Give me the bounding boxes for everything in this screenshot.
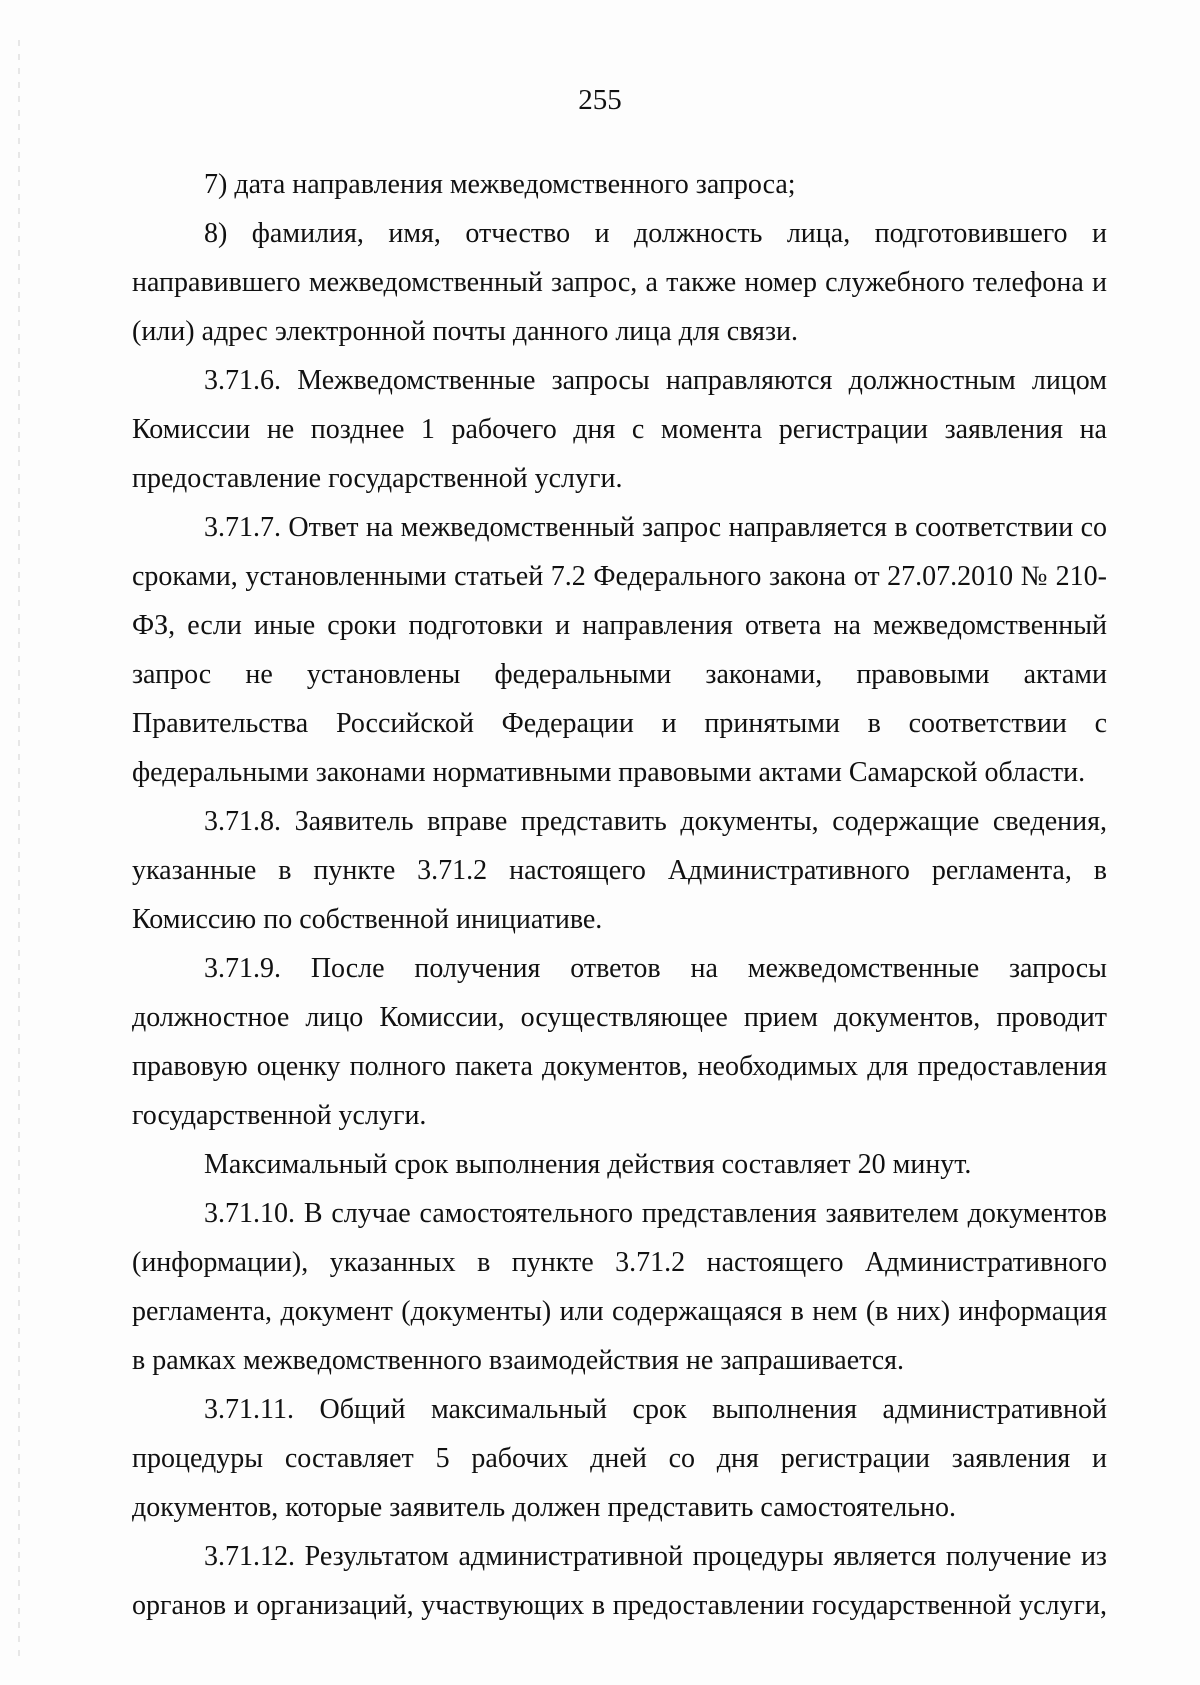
paragraph-item-8: 8) фамилия, имя, отчество и должность лица, подготовившего и направившего межведомственный запрос, а также номер служебного телефона и (или) адрес электронной почты данного лица для связи. xyxy=(132,218,1107,347)
paragraph-item-7: 7) дата направления межведомственного запроса; xyxy=(204,169,796,200)
paragraph-3-71-11: 3.71.11. Общий максимальный срок выполнения административной процедуры составляет 5 рабочих дней со дня регистрации заявления и документов, которые заявитель должен представить самостоятельно. xyxy=(132,1394,1107,1523)
paragraph-3-71-10: 3.71.10. В случае самостоятельного представления заявителем документов (информации), указанных в пункте 3.71.2 настоящего Административного регламента, документ (документы) или содержащаяся в нем (в них) информация в рамках межведомственного взаимодействия не запрашивается. xyxy=(132,1198,1107,1376)
paragraph-3-71-9: 3.71.9. После получения ответов на межведомственные запросы должностное лицо Комиссии, осуществляющее прием документов, проводит правовую оценку полного пакета документов, необходимых для предоставления государственной услуги. xyxy=(132,953,1107,1131)
scan-edge-artifact xyxy=(18,40,20,1660)
document-body xyxy=(132,160,1107,1630)
paragraph-3-71-7: 3.71.7. Ответ на межведомственный запрос направляется в соответствии со сроками, установленными статьей 7.2 Федерального закона от 27.07.2010 № 210-ФЗ, если иные сроки подготовки и направления ответа на межведомственный запрос не установлены федеральными законами, правовыми актами Правительства Российской Федерации и принятыми в соответствии с федеральными законами нормативными правовыми актами Самарской области. xyxy=(132,512,1107,788)
page-number: 255 xyxy=(578,84,622,116)
paragraph-3-71-8: 3.71.8. Заявитель вправе представить документы, содержащие сведения, указанные в пункте 3.71.2 настоящего Административного регламента, в Комиссию по собственной инициативе. xyxy=(132,806,1107,935)
paragraph-3-71-6: 3.71.6. Межведомственные запросы направляются должностным лицом Комиссии не позднее 1 рабочего дня с момента регистрации заявления на предоставление государственной услуги. xyxy=(132,365,1107,494)
paragraph-3-71-12: 3.71.12. Результатом административной процедуры является получение из органов и организаций, участвующих в предоставлении государственной услуги, xyxy=(132,1541,1107,1621)
paragraph-max-duration: Максимальный срок выполнения действия составляет 20 минут. xyxy=(204,1149,972,1180)
